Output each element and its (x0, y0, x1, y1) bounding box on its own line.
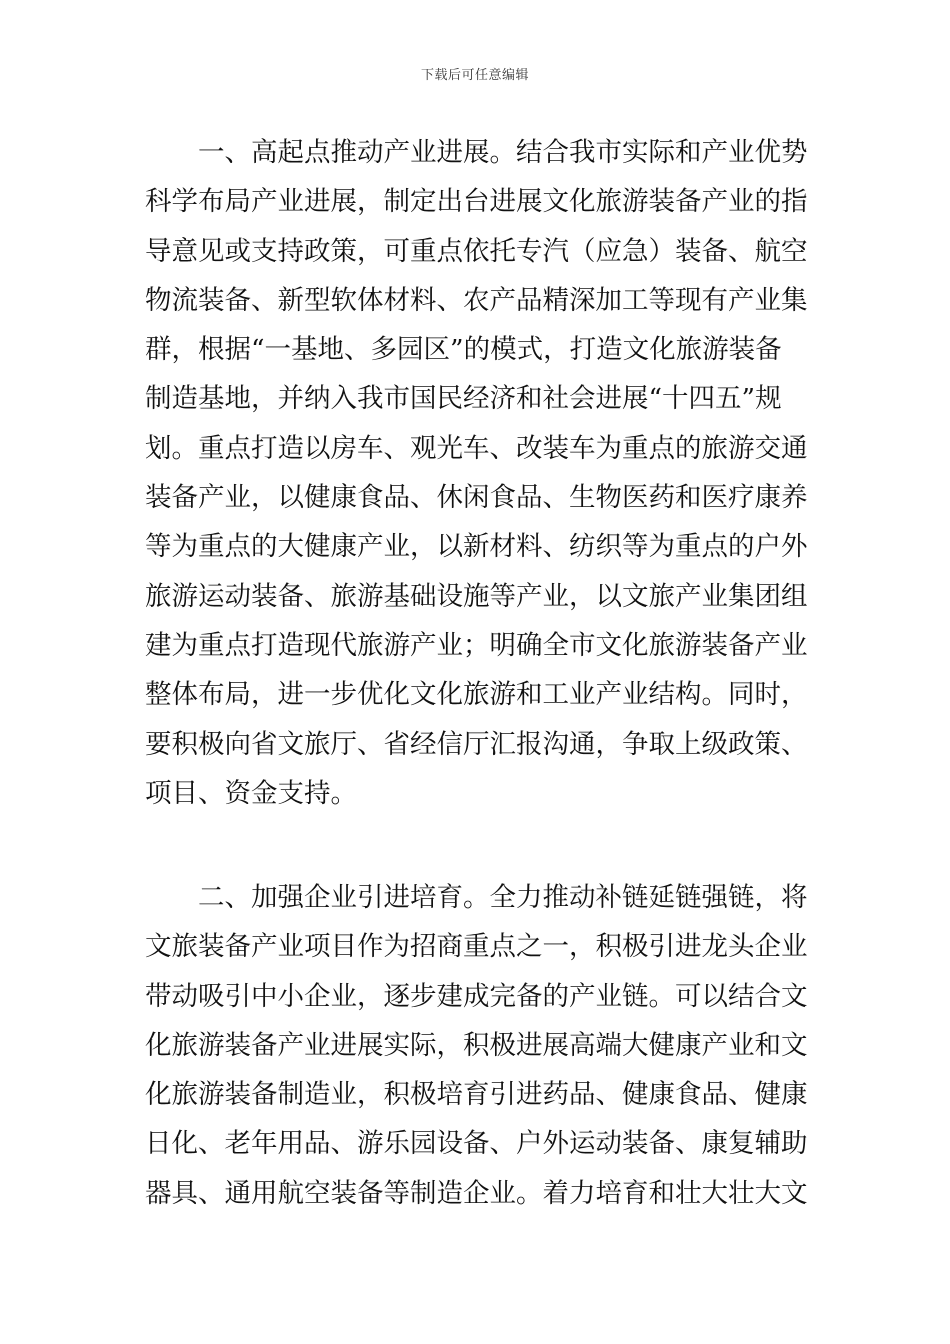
paragraph-2 (145, 873, 807, 1218)
paragraph-line: 项目、资金支持。 (145, 777, 357, 809)
paragraph-line: 一、高起点推动产业进展。结合我市实际和产业优势 (198, 137, 807, 168)
paragraph-line: 整体布局，进一步优化文化旅游和工业产业结构。同时， (145, 679, 807, 711)
paragraph-line: 二、加强企业引进培育。全力推动补链延链强链，将 (198, 882, 807, 913)
paragraph-line: 要积极向省文旅厅、省经信厅汇报沟通，争取上级政策、 (145, 728, 807, 760)
paragraph-line: 导意见或支持政策，可重点依托专汽（应急）装备、航空 (145, 235, 807, 267)
paragraph-line: 科学布局产业进展，制定出台进展文化旅游装备产业的指 (145, 186, 807, 218)
paragraph-1 (145, 128, 807, 818)
paragraph-line: 文旅装备产业项目作为招商重点之一，积极引进龙头企业 (145, 931, 807, 963)
paragraph-line: 物流装备、新型软体材料、农产品精深加工等现有产业集 (145, 284, 807, 316)
paragraph-line: 等为重点的大健康产业，以新材料、纺织等为重点的户外 (145, 531, 807, 563)
paragraph-line: 器具、通用航空装备等制造企业。着力培育和壮大壮大文 (145, 1177, 807, 1209)
paragraph-line: 制造基地，并纳入我市国民经济和社会进展“十四五”规 (145, 383, 782, 415)
paragraph-line: 日化、老年用品、游乐园设备、户外运动装备、康复辅助 (145, 1128, 807, 1160)
paragraph-line: 带动吸引中小企业，逐步建成完备的产业链。可以结合文 (145, 980, 807, 1012)
paragraph-line: 划。重点打造以房车、观光车、改装车为重点的旅游交通 (145, 432, 807, 464)
paragraph-line: 建为重点打造现代旅游产业；明确全市文化旅游装备产业 (145, 629, 807, 661)
paragraph-line: 化旅游装备制造业，积极培育引进药品、健康食品、健康 (145, 1079, 807, 1111)
paragraph-line: 装备产业，以健康食品、休闲食品、生物医药和医疗康养 (145, 482, 807, 514)
paragraph-line: 化旅游装备产业进展实际，积极进展高端大健康产业和文 (145, 1029, 807, 1061)
paragraph-line: 群，根据“一基地、多园区”的模式，打造文化旅游装备 (145, 334, 782, 366)
page-header: 下载后可任意编辑 (420, 68, 529, 83)
paragraph-line: 旅游运动装备、旅游基础设施等产业，以文旅产业集团组 (145, 580, 807, 612)
